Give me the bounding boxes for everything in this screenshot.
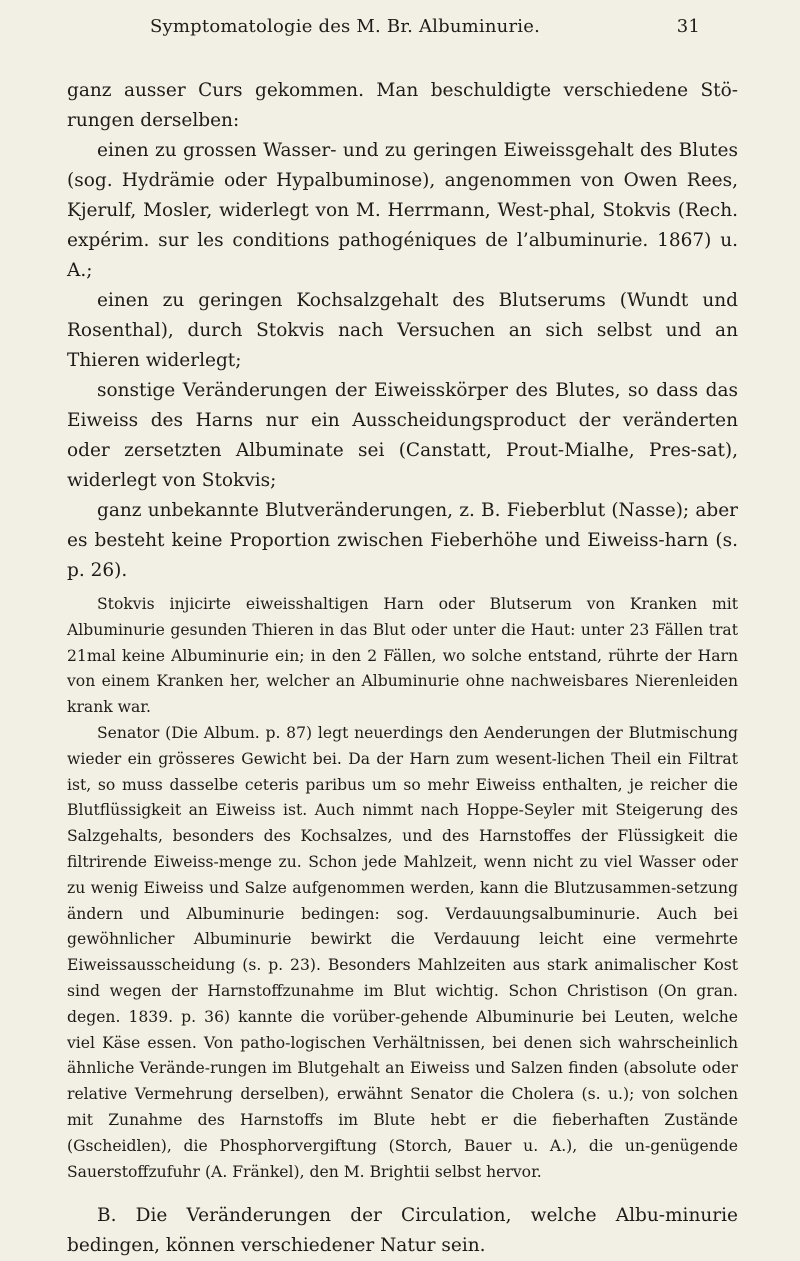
paragraph-blutveraenderungen: ganz unbekannte Blutveränderungen, z. B. Fieberblut (Nasse); aber es besteht keine Proportion zwischen Fieberhöhe und Eiweiss-harn (s. p. 26). bbox=[67, 500, 738, 581]
paragraph-circulation: B. Die Veränderungen der Circulation, welche Albu-minurie bedingen, können verschiedener Natur sein. bbox=[67, 1205, 738, 1257]
page-number: 31 bbox=[676, 16, 700, 37]
paragraph-continuation: ganz ausser Curs gekommen. Man beschuldigte verschiedene Stö-rungen derselben: bbox=[67, 80, 738, 131]
running-title: Symptomatologie des M. Br. Albuminurie. bbox=[150, 16, 541, 37]
paragraph-hydraemie: einen zu grossen Wasser- und zu geringen Eiweissgehalt des Blutes (sog. Hydrämie oder Hypalbuminose), angenommen von Owen Rees, Kjerulf, Mosler, widerlegt von M. Herrmann, West-phal, Stokvis (Rech. expérim. sur les conditions pathogéniques de l’albuminurie. 1867) u. A.; bbox=[67, 140, 738, 281]
paragraph-stokvis: Stokvis injicirte eiweisshaltigen Harn oder Blutserum von Kranken mit Albuminurie gesunden Thieren in das Blut oder unter die Haut: unter 23 Fällen trat 21mal keine Albuminurie ein; in den 2 Fällen, wo solche entstand, rührte der Harn von einem Kranken her, welcher an Albuminurie ohne nachweisbares Nierenleiden krank war. bbox=[67, 595, 738, 717]
page-body bbox=[67, 76, 738, 1261]
section-b bbox=[67, 1201, 738, 1261]
main-text bbox=[67, 76, 738, 586]
paragraph-kochsalz: einen zu geringen Kochsalzgehalt des Blutserums (Wundt und Rosenthal), durch Stokvis nach Versuchen an sich selbst und an Thieren widerlegt; bbox=[67, 290, 738, 371]
running-header bbox=[150, 16, 700, 46]
paragraph-senator: Senator (Die Album. p. 87) legt neuerdings den Aenderungen der Blutmischung wieder ein grösseres Gewicht bei. Da der Harn zum wesent-lichen Theil ein Filtrat ist, so muss dasselbe ceteris paribus um so mehr Eiweiss enthalten, je reicher die Blutflüssigkeit an Eiweiss ist. Auch nimmt nach Hoppe-Seyler mit Steigerung des Salzgehalts, besonders des Kochsalzes, und des Harnstoffes der Flüssigkeit die filtrirende Eiweiss-menge zu. Schon jede Mahlzeit, wenn nicht zu viel Wasser oder zu wenig Eiweiss und Salze aufgenommen werden, kann die Blutzusammen-setzung ändern und Albuminurie bedingen: sog. Verdauungsalbuminurie. Auch bei gewöhnlicher Albuminurie bewirkt die Verdauung leicht eine vermehrte Eiweissausscheidung (s. p. 23). Besonders Mahlzeiten aus stark animalischer Kost sind wegen der Harnstoffzunahme im Blut wichtig. Schon Christison (On gran. degen. 1839. p. 36) kannte die vorüber-gehende Albuminurie bei Leuten, welche viel Käse essen. Von patho-logischen Verhältnissen, bei denen sich wahrscheinlich ähnliche Verände-rungen im Blutgehalt an Eiweiss und Salzen finden (absolute oder relative Vermehrung derselben), erwähnt Senator die Cholera (s. u.); von solchen mit Zunahme des Harnstoffs im Blute hebt er die fieberhaften Zustände (Gscheidlen), die Phosphorvergiftung (Storch, Bauer u. A.), die un-genügende Sauerstoffzufuhr (A. Fränkel), den M. Brightii selbst hervor. bbox=[67, 723, 738, 1181]
paragraph-eiweisskoerper: sonstige Veränderungen der Eiweisskörper des Blutes, so dass das Eiweiss des Harns nur ein Ausscheidungsproduct der veränderten oder zersetzten Albuminate sei (Canstatt, Prout-Mialhe, Pres-sat), widerlegt von Stokvis; bbox=[67, 380, 738, 491]
small-print-section bbox=[67, 592, 738, 1185]
